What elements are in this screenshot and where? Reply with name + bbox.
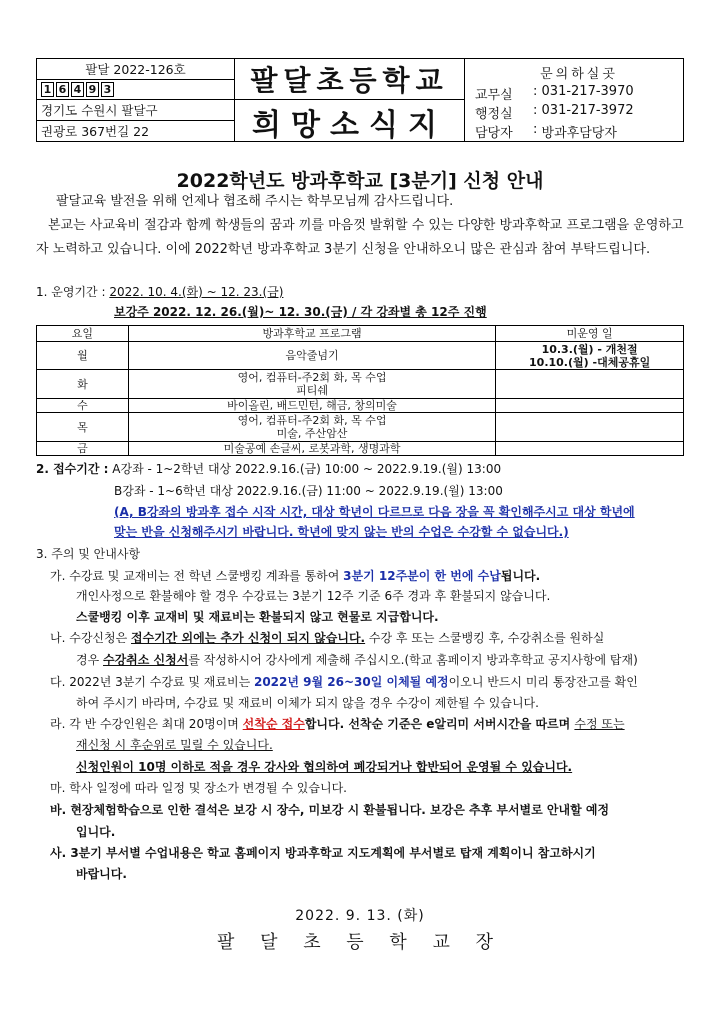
section-2-a xyxy=(36,459,501,479)
text: 이오니 반드시 미리 통장잔고를 확인 xyxy=(448,675,638,689)
text: 경우 xyxy=(76,653,103,667)
issue-date: 2022. 9. 13. (화) xyxy=(295,908,425,924)
highlight: 수강취소 신청서 xyxy=(103,653,189,667)
text: 합니다. 선착순 기준은 e알리미 서버시간을 따르며 xyxy=(304,717,575,731)
contact-label: 교무실 xyxy=(475,88,513,103)
text: 라. 각 반 수강인원은 최대 20명이며 xyxy=(50,717,243,731)
postal-code xyxy=(37,80,234,101)
notice-ba-1: 바. 현장체험학습으로 인한 결석은 보강 시 장수, 미보강 시 환불됩니다. 보강은 추후 부서별로 안내할 예정 xyxy=(50,803,610,817)
day-cell: 월 xyxy=(37,342,129,370)
contact-label: 행정실 xyxy=(475,107,513,122)
off-day-line: 10.10.(월) -대체공휴일 xyxy=(529,355,651,369)
course-a-period: A강좌 - 1~2학년 대상 2022.9.16.(금) 10:00 ~ 2022.9.19.(월) 13:00 xyxy=(112,462,502,476)
day-cell: 화 xyxy=(37,370,129,399)
table-row xyxy=(37,370,684,399)
off-day-cell xyxy=(496,370,684,399)
program-line: 피티쉐 xyxy=(296,384,328,397)
highlight: 선착순 접수 xyxy=(242,717,305,731)
table-row xyxy=(37,442,684,456)
newsletter-name: 희망소식지 xyxy=(252,108,447,143)
col-header: 요일 xyxy=(37,326,129,342)
section-3-label: 3. 주의 및 안내사항 xyxy=(36,547,141,561)
highlight: 접수기간 외에는 추가 신청이 되지 않습니다. xyxy=(131,631,366,645)
contact-title: 문의하실곳 xyxy=(540,67,618,82)
col-header: 미운영 일 xyxy=(496,326,684,342)
grade-notice-1: (A, B강좌의 방과후 접수 시작 시간, 대상 학년이 다르므로 다음 장을 꼭 확인해주시고 대상 학년에 xyxy=(114,505,635,519)
document-title: 2022학년도 방과후학교 [3분기] 신청 안내 xyxy=(176,170,544,192)
text: 가. 수강료 및 교재비는 전 학년 스쿨뱅킹 계좌를 통하여 xyxy=(50,569,344,583)
day-cell: 금 xyxy=(37,442,129,456)
notice-sa-1: 사. 3분기 부서별 수업내용은 학교 홈페이지 방과후학교 지도계획에 부서별로 탑재 계획이니 참고하시기 xyxy=(50,846,596,860)
program-cell xyxy=(128,413,495,442)
text: 됩니다. xyxy=(500,569,541,583)
school-name: 팔달초등학교 xyxy=(235,59,464,100)
grade-notice-2: 맞는 반을 신청해주시기 바랍니다. 학년에 맞지 않는 반의 수업은 수강할 수 없습니다.) xyxy=(114,525,569,539)
day-cell: 목 xyxy=(37,413,129,442)
postal-digit: 1 xyxy=(41,82,54,97)
section-1-period xyxy=(36,282,283,302)
contact-line xyxy=(475,103,683,122)
off-day-cell xyxy=(496,442,684,456)
program-line: 영어, 컴퓨터-주2회 화, 목 수업 xyxy=(237,371,387,384)
section-2-label: 2. 접수기간 : xyxy=(36,462,109,476)
contact-info xyxy=(465,59,683,141)
contact-line xyxy=(475,122,683,141)
postal-digit: 4 xyxy=(71,82,84,97)
postal-digit: 3 xyxy=(101,82,114,97)
section-1-label: 1. 운영기간 : xyxy=(36,285,106,299)
program-line: 음악줄넘기 xyxy=(285,349,339,362)
program-line: 바이올린, 배드민턴, 해금, 창의미술 xyxy=(227,399,397,412)
off-day-cell xyxy=(496,413,684,442)
address-line-1: 경기도 수원시 팔달구 xyxy=(37,100,234,121)
postal-digit: 9 xyxy=(86,82,99,97)
notice-ga-3: 스쿨뱅킹 이후 교재비 및 재료비는 환불되지 않고 현물로 지급합니다. xyxy=(76,610,439,624)
text: 나. 수강신청은 xyxy=(50,631,131,645)
contact-value: 031-217-3972 xyxy=(541,103,634,118)
program-cell xyxy=(128,442,495,456)
notice-sa-2: 바랍니다. xyxy=(76,867,127,881)
contact-value: 방과후담당자 xyxy=(541,126,617,141)
intro-body: 본교는 사교육비 절감과 함께 학생들의 꿈과 끼를 마음껏 발휘할 수 있는 다양한 방과후학교 프로그램을 운영하고자 노력하고 있습니다. 이에 2022학년 방과후학교 3분기 신청을 안내하오니 많은 관심과 참여 부탁드립니다. xyxy=(36,218,684,257)
table-row xyxy=(37,413,684,442)
table-row xyxy=(37,342,684,370)
notice-ra-3: 신청인원이 10명 이하로 적을 경우 강사와 협의하여 폐강되거나 합반되어 운영될 수 있습니다. xyxy=(76,760,573,774)
notice-da-2: 하여 주시기 바라며, 수강료 및 재료비 이체가 되지 않을 경우 수강이 제한될 수 있습니다. xyxy=(76,696,539,710)
address-line-2: 권광로 367번길 22 xyxy=(41,123,150,139)
text: 를 작성하시어 강사에게 제출해 주십시오.(학교 홈페이지 방과후학교 공지사항에 탑재) xyxy=(188,653,638,667)
issue-number: 팔달 2022-126호 xyxy=(37,59,234,80)
program-cell xyxy=(128,370,495,399)
off-day-cell xyxy=(496,342,684,370)
contact-label: 담당자 xyxy=(475,126,513,141)
off-day-line: 10.3.(월) - 개천절 xyxy=(541,342,638,356)
course-b-period: B강좌 - 1~6학년 대상 2022.9.16.(금) 11:00 ~ 2022.9.19.(월) 13:00 xyxy=(114,484,503,498)
program-line: 미술, 주산암산 xyxy=(276,427,348,440)
contact-value: 031-217-3970 xyxy=(541,84,634,99)
notice-da-1 xyxy=(50,672,638,692)
notice-ma: 마. 학사 일정에 따라 일정 및 장소가 변경될 수 있습니다. xyxy=(50,781,347,795)
table-header-row xyxy=(37,326,684,342)
text: 수강 후 또는 스쿨뱅킹 후, 수강취소를 원하실 xyxy=(365,631,605,645)
highlight: 3분기 12주분이 한 번에 수납 xyxy=(343,569,501,583)
schedule-table xyxy=(36,325,684,456)
notice-na-2 xyxy=(76,650,638,670)
program-line: 영어, 컴퓨터-주2회 화, 목 수업 xyxy=(237,414,387,427)
letterhead xyxy=(36,58,684,142)
off-day-cell xyxy=(496,399,684,413)
notice-ra-2: 재신청 시 후순위로 밀릴 수 있습니다. xyxy=(76,738,273,752)
day-cell: 수 xyxy=(37,399,129,413)
operation-period: 2022. 10. 4.(화) ~ 12. 23.(금) xyxy=(109,285,284,299)
col-header: 방과후학교 프로그램 xyxy=(128,326,495,342)
highlight: 2022년 9월 26~30일 이체될 예정 xyxy=(253,675,449,689)
postal-digit: 6 xyxy=(56,82,69,97)
contact-sep: : xyxy=(533,84,538,99)
notice-ra-1 xyxy=(50,714,625,734)
notice-ba-2: 입니다. xyxy=(76,825,116,839)
notice-na-1 xyxy=(50,628,604,648)
principal-signature: 팔 달 초 등 학 교 장 xyxy=(216,932,504,953)
greeting: 팔달교육 발전을 위해 언제나 협조해 주시는 학부모님께 감사드립니다. xyxy=(56,194,454,209)
letterhead-left xyxy=(37,59,235,141)
underlined-text: 수정 또는 xyxy=(574,717,625,731)
program-cell xyxy=(128,342,495,370)
contact-sep: : xyxy=(533,122,538,137)
contact-line xyxy=(475,84,683,103)
table-row xyxy=(37,399,684,413)
letterhead-title xyxy=(235,59,465,141)
program-line: 미술공예 손글씨, 로봇과학, 생명과학 xyxy=(223,442,401,455)
makeup-week xyxy=(114,302,487,322)
text: 다. 2022년 3분기 수강료 및 재료비는 xyxy=(50,675,254,689)
contact-sep: : xyxy=(533,103,538,118)
program-cell xyxy=(128,399,495,413)
makeup-text: 보강주 2022. 12. 26.(월)~ 12. 30.(금) / 각 강좌별 총 12주 진행 xyxy=(114,305,487,319)
notice-ga-1 xyxy=(50,566,540,586)
notice-ga-2: 개인사정으로 환불해야 할 경우 수강료는 3분기 12주 기준 6주 경과 후 환불되지 않습니다. xyxy=(76,589,551,603)
